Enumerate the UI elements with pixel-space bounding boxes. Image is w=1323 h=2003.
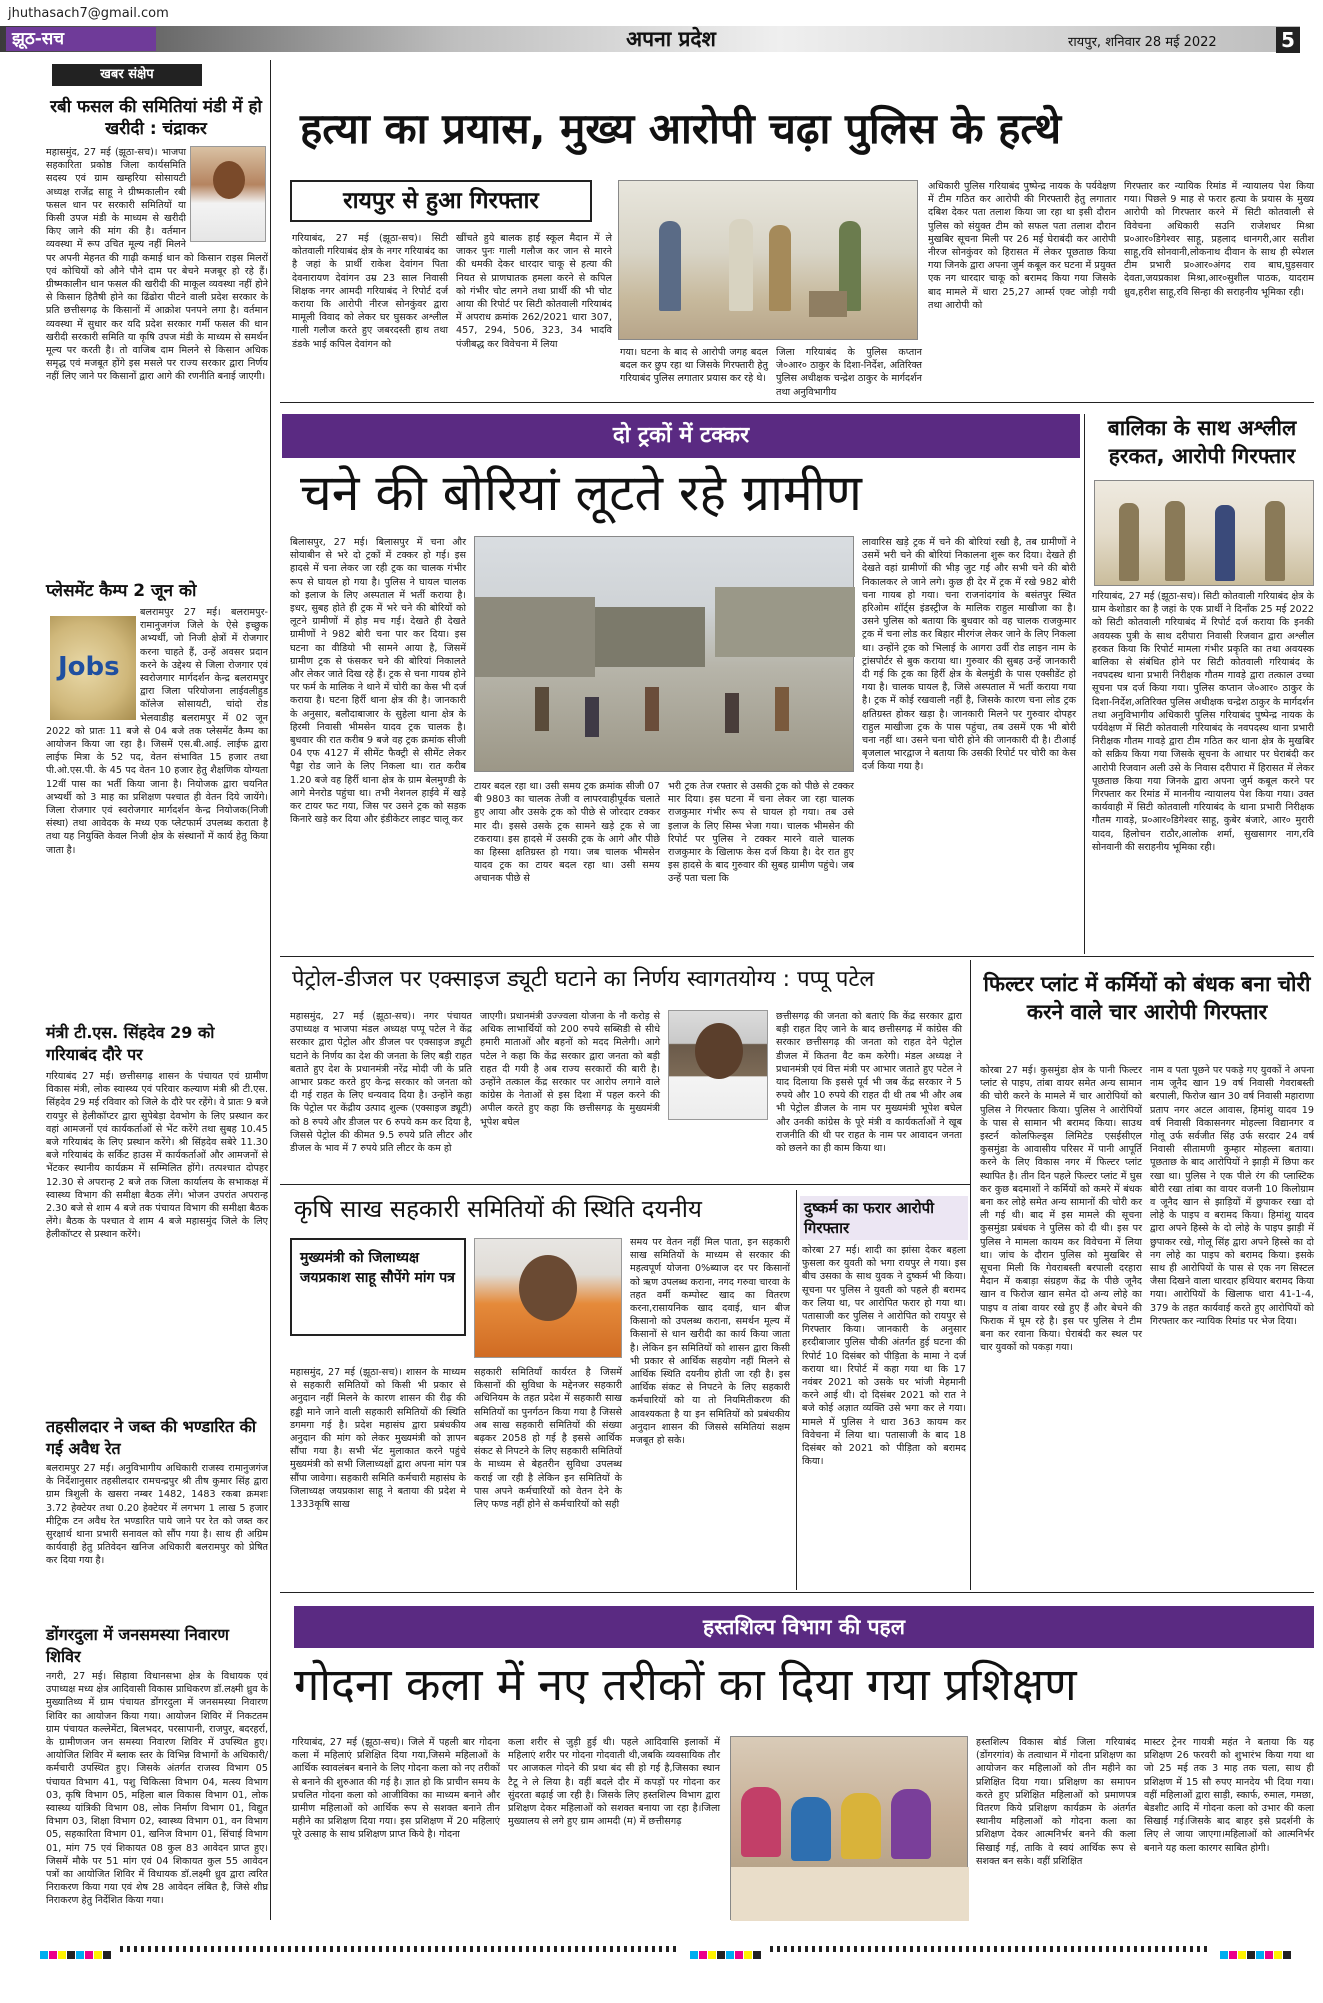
story8-col4: मास्टर ट्रेनर गायत्री महंत ने बताया कि यह प्रशिक्षण 26 फरवरी को शुभारंभ किया गया था जो 25 मई तक 3 माह तक चला, साथ ही प्रशिक्षण में 15 सौ रुपए मानदेय भी दिया गया।वहीं महिलाओं द्वारा साड़ी, स्कार्फ, रुमाल, गमछा, बेडशीट आदि में गोदना कला को उभार की कला सिखाई गई।जिसके बाद बाहर इसे प्रदर्शनी के लिए ले जाया जाएगा।महिलाओं को आत्मनिर्भर बनाने यह कला कारगर साबित होगी। [1144,1737,1314,1854]
brief-1-title: रबी फसल की समितियां मंडी में हो खरीदी : चंद्राकर [50,97,262,139]
story1-headline: हत्या का प्रयास, मुख्य आरोपी चढ़ा पुलिस के हत्थे [300,104,1062,153]
story8-strip: हस्तशिल्प विभाग की पहल [294,1606,1314,1648]
brief-3-text: गरियाबंद 27 मई। छत्तीसगढ़ शासन के पंचायत एवं ग्रामीण विकास मंत्री, लोक स्वास्थ्य एवं परिवार कल्याण मंत्री श्री टी.एस. सिंहदेव 29 मई रविवार को जिले के दौरे पर रहेंगे। वे प्रातः 9 बजे रायपुर से हेलीकॉप्टर द्वारा सुपेबेड़ा देवभोग के लिए प्रस्थान कर वहां आमजनों एवं कार्यकर्ताओं से भेंट करेंगे तथा सुबह 10.45 बजे गरियाबंद के लिए प्रस्थान करेंगे। श्री सिंहदेव सबेरे 11.30 बजे गरियाबंद के सर्किट हाउस में कार्यकर्ताओं और आमजनों से भेंटकर स्थानीय कार्यक्रम में सम्मिलित होंगे। तत्पश्चात दोपहर 12.30 से अपरान्ह 2 बजे तक जिला कार्यालय के सभाकक्ष में स्वास्थ्य विभाग की समीक्षा बैठक लेंगे। भोजन उपरांत अपरान्ह 2.30 बजे से शाम 4 बजे तक पंचायत विभाग की समीक्षा बैठक लेंगे। बैठक के पश्चात वे शाम 4 बजे महासमुंद जिले के लिए हेलीकॉप्टर से प्रस्थान करेंगे। [46,1071,268,1241]
story5-col2: नाम व पता पूछने पर पकड़े गए युवकों ने अपना नाम जूनैद खान 19 वर्ष निवासी गेवराबस्ती बरपाली, फिरोज खान 30 वर्ष निवासी महाराणा प्रताप नगर अटल आवास, हिमांशु यादव 19 वर्ष निवासी विकासनगर मोहल्ला विद्यानगर व गोलू उर्फ सर्वजीत सिंह उर्फ सरदार 24 वर्ष निवासी सीतामणी कुम्हार मोहल्ला बताया। पूछताछ के बाद आरोपियों ने झाड़ी में छिपा कर रखा था। पुलिस ने एक पीले रंग की प्लास्टिक बोरी रखा तांबा का वायर वजनी 10 किलोग्राम व जूनैद खान से झाड़ियों में छुपाकर रखा दो लोहे के पाइप व बरामद किया। हिमांशु यादव द्वारा अपने हिस्से के दो लोहे के पाइप झाड़ी में छुपाकर रखे, गोलू सिंह द्वारा अपने हिस्से का दो नग लोहे का पाइप को बरामद किया। इसके साथ ही आरोपियों के पास से एक नग सिस्टल जैसा दिखने वाला धारदार हथियार बरामद किया गया। आरोपियों के खिलाफ धारा 41-1-4, 379 के तहत कार्यवाई करते हुए आरोपियों को गिरफ्तार कर न्यायिक रिमांड पर भेज दिया। [1150,1065,1314,1327]
story7-headline: दुष्कर्म का फरार आरोपी गिरफ्तार [800,1196,968,1240]
story2-headline: चने की बोरियां लूटते रहे ग्रामीण [300,464,862,522]
brief-column-rule [270,60,271,1920]
story2-right-rule [1084,414,1085,954]
story6-boxed-title: मुख्यमंत्री को जिलाध्यक्ष जयप्रकाश साहू सौपेंगे मांग पत्र [290,1238,466,1336]
registration-marks-right [1220,1944,1292,1963]
page-date: रायपुर, शनिवार 28 मई 2022 [1068,35,1217,50]
email: jhuthasach7@gmail.com [8,6,169,21]
story8-photo [730,1736,968,1920]
brief-3-title: मंत्री टी.एस. सिंहदेव 29 को गरियाबंद दौरे पर [46,1023,215,1064]
jobs-image-text: Jobs [58,652,120,682]
story5-headline: फिल्टर प्लांट में कर्मियों को बंधक बना चोरी करने वाले चार आरोपी गिरफ्तार [983,972,1311,1024]
story8-col1: गरियाबंद, 27 मई (झूठा-सच)। जिले में पहली बार गोदना कला में महिलाएं प्रशिक्षित दिया गया,जिसमे महिलाओं के आर्थिक स्वावलंबन बनाने के लिए गोदना कला को नए तरीकों से बनाने की शुरुआत की गई है। ज्ञात हो कि प्राचीन समय के प्रचलित गोदना कला को आजीविका का माध्यम बनाने और ग्रामीण महिलाओं को आर्थिक रूप से सशक्त बनाने तीन महीने का प्रशिक्षण दिया गया। इस प्रशिक्षण में 20 महिलाएं पूरे उत्साह के साथ प्रशिक्षण प्राप्त किये है। गोदना [292,1737,500,1841]
brief-5-text: नगरी, 27 मई। सिहावा विधानसभा क्षेत्र के विधायक एवं उपाध्यक्ष मध्य क्षेत्र आदिवासी विकास प्राधिकरण डॉ.लक्ष्मी ध्रुव के मुख्यातिथ्य में ग्राम पंचायत डोंगरदुला में जनसमस्या निवारण शिविर का आयोजन किया गया। आयोजन शिविर में निकटतम ग्राम पंचायत कल्लेमेंटा, बिलभदर, परसापानी, राजपुर, बदरहर्रा, के ग्रामीणजन जन समस्या निवारण शिविर में उपस्थित हुए। आयोजित शिविर में ब्लाक स्तर के विभिन्न विभागों के अधिकारी/कर्मचारी उपस्थित हुए। जिसके अंतर्गत राजस्व विभाग 05 पंचायत विभाग 41, पशु चिकित्सा विभाग 04, मत्स्य विभाग 03, कृषि विभाग 05, महिला बाल विकास विभाग 01, लोक स्वास्थ्य यांत्रिकी विभाग 08, लोक निर्माण विभाग 01, विद्युत विभाग 03, शिक्षा विभाग 02, स्वास्थ्य विभाग 01, वन विभाग 05, सहकारिता विभाग 01, खनिज विभाग 01, सिंचाई विभाग 01, मांग 75 एवं शिकायत 08 कुल 83 आवेदन प्राप्त हुए। जिसमें मौके पर 51 मांग एवं 04 शिकायत कुल 55 आवेदन पत्रों का आयोजित शिविर में विधायक डॉ.लक्ष्मी ध्रुव द्वारा त्वरित निराकरण किया गया एवं शेष 28 आवेदन लंबित है, जिसे शीघ्र निराकरण हेतु निर्देशित किया गया। [46,1671,268,1907]
story4-photo [668,1010,768,1120]
story6-photo [474,1238,622,1358]
story3-headline: बालिका के साथ अश्लील हरकत, आरोपी गिरफ्तार [1107,416,1297,468]
brief-2-text: बलरामपुर 27 मई। बलरामपुर-रामानुजगंज जिले के ऐसे इच्छुक अभ्यर्थी, जो निजी क्षेत्रों में रोजगार करना चाहते हैं, उन्हें अवसर प्रदान करने के उद्देश्य से जिला रोजगार एवं स्वरोजगार मार्गदर्शन केन्द्र बलरामपुर द्वारा जिला परियोजना लाईवलीहुड कॉलेज सोसायटी, चांदो रोड भेलवाडीह बलरामपुर में 02 जून 2022 को प्रातः 11 बजे से 04 बजे तक प्लेसमेंट कैम्प का आयोजन किया जा रहा है। जिसमें एस.बी.आई. लाईफ द्वारा लाईफ मित्रा के 52 पद, वेतन संभावित 15 हजार तथा पी.ओ.एस.पी. के 45 पद वेतन 10 हजार हेतु शैक्षणिक योग्यता 12वीं पास का भर्ती किया जाना है। नियोजक द्वारा चयनित अभ्यर्थी को 3 माह का प्रशिक्षण पश्चात ही वेतन दिये जायेंगे। जिला रोजगार एवं स्वरोजगार मार्गदर्शन केन्द्र नियोजक(निजी संस्था) तथा आवेदक के मध्य एक प्लेटफार्म उपलब्ध कराता है तथा यह नियुक्ति केवल निजी क्षेत्र के संस्थानों में कार्य हेतु किया जाता है। [46,607,268,856]
mid-rule-1 [280,956,1314,957]
story1-col3: गया। घटना के बाद से आरोपी जगह बदल बदल कर छुप रहा था जिसके गिरफ्तारी हेतु गरियाबंद पुलिस लगातार प्रयास कर रहे थे। [620,347,768,385]
story6-col3: समय पर वेतन नहीं मिल पाता, इन सहकारी साख समितियों के माध्यम से सरकार की महत्वपूर्ण योजना 0%ब्याज दर पर किसानों को ऋण उपलब्ध कराना, नगद गरुवा चारवा के तहत वर्मी कम्पोस्ट खाद का वितरण करना,रासायनिक खाद दवाई, धान बीज किसानो को उपलब्ध कराना, समर्थन मूल्य में किसानों से धान खरीदी का कार्य किया जाता है। लेकिन इन समितियों को शासन द्वारा किसी भी प्रकार से आर्थिक सहयोग नहीं मिलने से आर्थिक स्थिति दयनीय होती जा रही है। इस आर्थिक संकट से निपटने के लिए सहकारी कर्मचारियों को या तो नियमितीकरण की आवश्यकता है या इन समितियों को प्रबंधकीय अनुदान शासन की जिससे समितियां सक्षम मजबूत हो सके। [630,1237,790,1447]
story1-col2: खींचते हुये बालक हाई स्कूल मैदान में ले जाकर पुनः गाली गलौज कर जान से मारने की धमकी देकर धारदार चाकू से हत्या की नियत से प्राणघातक हमला करने से कपिल को गंभीर चोट लगने तथा प्रार्थी की भी चोट आया की रिपोर्ट पर सिटी कोतवाली गरियाबंद में अपराध क्रमांक 262/2021 धारा 307, 457, 294, 506, 323, 34 भादवि पंजीबद्ध कर विवेचना में लिया [456,233,612,350]
story8-headline: गोदना कला में नए तरीकों का दिया गया प्रशिक्षण [294,1658,1077,1711]
brief-5-title: डोंगरदुला में जनसमस्या निवारण शिविर [46,1625,229,1666]
story2-col1: बिलासपुर, 27 मई। बिलासपुर में चना और सोयाबीन से भरे दो ट्रकों में टक्कर हो गई। इस हादसे में चना लेकर जा रही ट्रक का चालक गंभीर रूप से घायल हो गया है। पुलिस ने घायल चालक को इलाज के लिए अस्पताल में भर्ती कराया है। इधर, सुबह होते ही ट्रक में भरे चने की बोरियों को लूटने ग्रामीणों में होड़ मच गई। देखते ही देखते ग्रामीणों ने 982 बोरी चना पार कर दिया। इस घटना का वीडियो भी सामने आया है, जिसमें ग्रामीण ट्रक से फंसकर चने की बोरियां निकालते और लेकर जाते दिख रहे हैं। ट्रक से चना गायब होने पर फर्म के मालिक ने थाने में चोरी का केस भी दर्ज कराया है। घटना हिर्री थाना क्षेत्र की है। जानकारी के अनुसार, बलौदाबाजार के सुहेला थाना क्षेत्र के हिरमी निवासी भीमसेन यादव ट्रक चालक है। बुधवार की रात करीब 9 बजे वह ट्रक क्रमांक सीजी 04 एफ 4127 में सीमेंट फैक्ट्री से सीमेंट लेकर पैड्डा रोड जाने के लिए निकला था। रात करीब 1.20 बजे वह हिर्री थाना क्षेत्र के ग्राम बेलमुण्डी के आगे मेनरोड पहुंचा था। तभी नेशनल हाईवे में खड़े कर टायर फट गया, जिस पर उसने ट्रक को सड़क किनारे खड़े कर दिया और इंडीकेटर लाइट चालू कर [290,537,466,826]
story4-headline: पेट्रोल-डीजल पर एक्साइज ड्यूटी घटाने का निर्णय स्वागतयोग्य : पप्पू पटेल [292,967,875,992]
story1-col5: अधिकारी पुलिस गरियाबंद पुष्पेन्द्र नायक के पर्यवेक्षण में टीम गठित कर आरोपी की गिरफ्तारी हेतु लगातार दबिश देकर पता तलाश किया जा रहा था इसी दौरान पुलिस को संयुक्त टीम को सफल पता तलाश दौरान मुखबिर सूचना मिली पर 26 मई घेराबंदी कर आरोपी नीरज सोनकुंवर को हिरासत में लेकर पूछताछ किया गया जिनके द्वारा अपना जुर्म कबूल कर घटना में प्रयुक्त एक नग धारदार चाकू को बरामद किया गया जिसके बाद मामले में धारा 25,27 आर्म्स एक्ट जोड़ी गयी तथा आरोपी को [928,181,1116,311]
story1-col4: जिला गरियाबंद के पुलिस कप्तान जे०आर० ठाकुर के दिशा-निर्देश, अतिरिक्त पुलिस अधीक्षक चन्द्रेश ठाकुर के मार्गदर्शन तथा अनुविभागीय [776,347,922,398]
story4-bottom-rule [280,1184,970,1185]
brief-4-text: बलरामपुर 27 मई। अनुविभागीय अधिकारी राजस्व रामानुजगंज के निर्देशानुसार तहसीलदार रामचन्द्रपुर श्री तीष कुमार सिंह द्वारा ग्राम त्रिशुली के खसरा नम्बर 1482, 1483 रकबा क्रमशः 3.72 हेक्टेयर तथा 0.20 हेक्टेयर में लगभग 1 लाख 5 हजार मीट्रिक टन अवैध रेत भण्डारित पाये जाने पर रेत को जब्त कर सुरक्षार्थ थाना प्रभारी सनावल को सौंप गया है। साथ ही अग्रिम कार्यवाही हेतु प्रतिवेदन खनिज अधिकारी बलरामपुर को प्रेषित कर दिया गया है। [46,1463,268,1567]
story4-col2: जाएगी। प्रधानमंत्री उज्ज्वला योजना के नौ करोड़ से अधिक लाभार्थियों को 200 रुपये सब्सिडी से सीधे हमारी माताओं और बहनों को मदद मिलेगी। आगे पटेल ने कहा कि केंद्र सरकार द्वारा जनता को बड़ी राहत दी गयी है अब राज्य सरकारों की बारी है। उन्होंने तत्काल केंद्र सरकार पर आरोप लगाने वाले कांग्रेस के नेताओं से इस दिशा में पहल करने की अपील करते हुए कहा कि छत्तीसगढ़ के मुख्यमंत्री भूपेश बघेल [480,1011,660,1128]
story6-col2: सहकारी समितियाँ कार्यरत है जिसमें किसानों की सुविधा के मद्देनजर सहकारी अधिनियम के तहत प्रदेश में सहकारी साख समितियों का पुनर्गठन किया गया है जिससे अब साख सहकारी समितियों की संख्या बढ़कर 2058 हो गई है इससे आर्थिक संकट से निपटने के लिए सहकारी समितियों के माध्यम से बेहतरीन सुविधा उपलब्ध कराई जा रही है लेकिन इन समितियों के पास अपने कर्मचारियों को वेतन देने के लिए फण्ड नहीं होने से कर्मचारियों को सही [474,1367,622,1511]
story8-col2: कला शरीर से जुड़ी हुई थी। पहले आदिवासि इलाकों में महिलाएं शरीर पर गोदना गोदवाती थी,जबकि व्यवसायिक तौर पर आजकल गोदने की प्रथा बंद सी हो गई है,जिसका स्थान टैटू ने ले लिया है। वहीं बदले दौर में कपड़ों पर गोदना कर सुंदरता बढ़ाई जा रही है। जिसके लिए हस्तशिल्प विभाग द्वारा प्रशिक्षण देकर महिलाओं को सशक्त बनाया जा रहा है।जिला मुख्यालय से लगे हुए ग्राम आमदी (म) में छत्तीसगढ़ [508,1737,720,1828]
story2-col2: टायर बदल रहा था। उसी समय ट्रक क्रमांक सीजी 07 बी 9803 का चालक तेजी व लापरवाहीपूर्वक चलाते हुए आया और उसके ट्रक को पीछे से जोरदार टक्कर मार दी। इससे उसके ट्रक सामने खड़े ट्रक से जा टकराया। इस हादसे में उसकी ट्रक के आगे और पीछे का हिस्सा क्षतिग्रस्त हो गया। जब चालक भीमसेन यादव ट्रक का टायर बदल रहा था। उसी समय अचानक पीछे से [474,781,660,885]
story1-col1: गरियाबंद, 27 मई (झूठा-सच)। सिटी कोतवाली गरियाबंद क्षेत्र के नगर गरियाबंद का है जहां के प्रार्थी राकेश देवांगन पिता देवनारायण देवांगन उम्र 23 साल निवासी शिक्षक नगर आमदी गरियाबंद ने रिपोर्ट दर्ज कराया कि आरोपी नीरज सोनकुंवर द्वारा मामूली विवाद को लेकर घर घुसकर अश्लील गाली गलौज करते हुए जबरदस्ती हाथ तथा डंडके भाई कपिल देवांगन को [292,233,448,350]
story4-right-rule [970,960,971,1590]
story1-subhead: रायपुर से हुआ गिरफ्तार [290,180,592,222]
story3-text: गरियाबंद, 27 मई (झूठा-सच)। सिटी कोतवाली गरियाबंद क्षेत्र के ग्राम केशोडार का है जहां के एक प्रार्थी ने दिनाँक 25 मई 2022 को सिटी कोतवाली गरियाबंद में रिपोर्ट दर्ज कराया कि इनकी अवयस्क पुत्री के साथ दरीपारा निवासी रिजवान द्वारा अश्लील हरकत किया कि रिपोर्ट मामला गंभीर प्रकृति का तथा अवयस्क बालिका से संबंधित होने पर सिटी कोतवाली गरियाबंद के नवपदस्थ थाना प्रभारी निरीक्षक गौतम गावड़े द्वारा तत्काल उच्चा सूचना पत्र दर्ज किया गया। पुलिस कप्तान जे०आर० ठाकुर के दिशा-निर्देश,अतिरिक्त पुलिस अधीक्षक चन्द्रेश ठाकुर के मार्गदर्शन तथा अनुविभागीय अधिकारी पुलिस गरियाबंद पुष्पेन्द्र नायक के पर्यवेक्षण में सिटी कोतवाली गरियाबंद के नवपदस्थ थाना प्रभारी निरीक्षक गौतम गावड़े द्वारा टीम गठित कर थाना क्षेत्र के मुखबिर को सक्रिय किया गया जिसके सूचना के आधार पर घेराबंदी कर आरोपी रिजवान अली उसे के निवास दरीपारा में हिरासत में लेकर पूछताछ किया गया जिनके द्वारा अपना जुर्म कबूल करने पर गिरफ्तार कर रिमांड में माननीय न्यायालय पेश किया गया। उक्त कार्यवाही में सिटी कोतवाली गरियाबंद के थाना प्रभारी निरीक्षक गौतम गावड़े, प्र०आर०डिगेश्वर साहू, कुबेर बंजारे, आर० मुरारी यादव, हिलोचन राठौर,आलोक शर्मा, सुखसागर नाग,रवि सोनवानी की सराहनीय भूमिका रही। [1092,591,1314,853]
mid-rule-2 [280,1592,1314,1593]
brief-label: खबर संक्षेप [52,64,202,86]
story4-col1: महासमुंद, 27 मई (झूठा-सच)। नगर पंचायत उपाध्यक्ष व भाजपा मंडल अध्यक्ष पप्पू पटेल ने केंद्र सरकार द्वारा पेट्रोल और डीजल पर एक्साइज ड्यूटी घटाने के निर्णय का देश की जनता के लिए बड़ी राहत बताते हुए देश के प्रधानमंत्री नरेंद्र मोदी जी के प्रति आभार प्रकट करते हुए केन्द्र सरकार को जनता को दी गई राहत के लिए धन्यवाद दिया है। उन्होंने कहा कि पेट्रोल पर केंद्रीय उत्पाद शुल्क (एक्साइज ड्यूटी) को 8 रुपये और डीजल पर 6 रुपये कम कर दिया है, जिससे पेट्रोल की कीमत 9.5 रुपये प्रति लीटर और डीजल के भाव में 7 रुपये प्रति लीटर के कम हो [290,1011,472,1155]
registration-marks-center [690,1944,762,1963]
story2-photo [474,536,854,772]
story1-col6: गिरफ्तार कर न्यायिक रिमांड में न्यायालय पेश किया गया। पिछले 9 माह से फरार हत्या के प्रयास के मुख्य आरोपी को गिरफ्तार करने में सिटी कोतवाली से विवेचना अधिकारी सउनि राजेशधर मिश्रा प्र०आर०डिगेश्वर साहू, प्रहलाद धानगरी,आर सतीश साहू,रवि सोनवानी,लोकनाथ दीवान के साथ ही स्पेशल टीम प्रभारी प्र०आर०अंगद राव बाघ,घुड़सवार देवता,जयप्रकाश मिश्रा,आर०सुशील पाठक, यादराम ध्रुव,हरीश साहू,रवि सिन्हा की सराहनीय भूमिका रही। [1124,181,1314,298]
footer-dot-rule [120,1946,680,1952]
brief-4-title: तहसीलदार ने जब्त की भण्डारित की गई अवैध रेत [46,1417,257,1458]
story2-col3: भरी ट्रक तेज रफ्तार से उसकी ट्रक को पीछे से टक्कर मार दिया। इस घटना में चना लेकर जा रहा चालक राजकुमार गंभीर रूप से घायल हो गया। तब उसे इलाज के लिए सिम्स भेजा गया। चालक भीमसेन की रिपोर्ट पर पुलिस ने टक्कर मारने वाले चालक राजकुमार के खिलाफ केस दर्ज किया है। देर रात हुए इस हादसे के बाद गुरुवार की सुबह ग्रामीण पहुंचे। जब उन्हें पता चला कि [668,781,854,885]
page-number: 5 [1276,27,1300,53]
story1-photo [618,180,918,340]
story6-headline: कृषि साख सहकारी समितियों की स्थिति दयनीय [294,1195,702,1223]
paper-name: झूठ-सच [6,27,156,51]
story2-col4: लावारिस खड़े ट्रक में चने की बोरियां रखी है, तब ग्रामीणों ने उसमें भरी चने की बोरियां निकालना शुरू कर दिया। देखते ही देखते वहां ग्रामीणों की भीड़ जुट गई और सभी चने की बोरी निकालकर ले जाने लगे। कुछ ही देर में ट्रक में रखे 982 बोरी चना गायब हो गया। चना राजनांदगांव के बसंतपुर स्थित हरिओम शॉर्ट्स इंडस्ट्रीज के मालिक राहुल माखीजा का है। उसने पुलिस को बताया कि बुधवार को वह चालक राजकुमार ट्रक में चना लोड कर बिहार मीरगंज लेकर जाने के लिए निकला था। उन्होंने ट्रक को भिलाई के आगरा उर्वी रोड लाइन नाम के ट्रांसपोर्टर से बुक कराया था। गुरुवार की सुबह उन्हें जानकारी दी गई कि ट्रक का हिर्री क्षेत्र के बेलमुंडी के पास एक्सीडेंट हो गया है। चालक घायल है, जिसे अस्पताल में भर्ती कराया गया है। ट्रक में कोई रखवाली नहीं है, जिसके कारण चना लोड ट्रक क्षतिग्रस्त होकर खड़ा है। जानकारी मिलने पर गुरुवार दोपहर राहुल माखीजा ट्रक के पास पहुंचा, तब उसमें एक भी बोरी चना नहीं था। उसने चना चोरी होने की जानकारी दी है। टीआई बृजलाल भारद्वाज ने बताया कि उसकी रिपोर्ट पर चोरी का केस दर्ज किया गया है। [862,537,1076,773]
story1-bottom-rule [280,402,1314,403]
section-name: अपना प्रदेश [626,27,716,51]
registration-marks-left [40,1944,112,1963]
brief-1-text: महासमुंद, 27 मई (झूठा-सच)। भाजपा सहकारिता प्रकोष्ठ जिला कार्यसमिति सदस्य एवं ग्राम खम्हरिया सोसायटी अध्यक्ष राजेंद्र साहू ने ग्रीष्मकालीन रबी फसल धान पर सरकारी समितियों या किसी उपज मंडी के माध्यम से खरीदी किए जाने की मांग की है। वर्तमान व्यवस्था में रूप उचित मूल्य नहीं मिलने पर अपनी मेहनत की गाढ़ी कमाई धान को किसान राइस मिलरों एवं कोचियों को औने पौने दाम पर बेचने मजबूर हो रहे हैं। ग्रीष्मकालीन धान फसल की खरीदी की माकूल व्यवस्था नहीं होने से किसान हितैषी होने का ढिंढोरा पीटने वाली प्रदेश सरकार के प्रति छत्तीसगढ़ के किसानों में आक्रोश पनपने लगा है। वर्तमान व्यवस्था में सुधार कर यदि प्रदेश सरकार गर्मी फसल की धान खरीदी सरकारी समिति या कृषि उपज मंडी के माध्यम से समर्थन मूल्य पर करती है। तो वाजिब दाम मिलने से किसान अधिक समृद्ध एवं मजबूत होंगे इस मसले पर राज्य सरकार द्वारा निर्णय नहीं लिए जाने पर किसानों द्वारा आगे की रणनीति बनाई जाएगी। [46,147,268,383]
footer-dot-rule-right [770,1946,1210,1952]
story8-col3: हस्तशिल्प विकास बोर्ड जिला गरियाबंद (डोंगरगांव) के तत्वाधान में गोदना प्रशिक्षण का आयोजन कर महिलाओं को तीन महीने का प्रशिक्षित दिया गया। प्रशिक्षण का समापन करते हुए प्रशिक्षित महिलाओं को प्रमाणपत्र वितरण किये प्रशिक्षण कार्यक्रम के अंतर्गत स्थानीय महिलाओं को गोदना कला का प्रशिक्षण देकर आत्मनिर्भर बनने की कला सिखाई गई, ताकि वे स्वयं आर्थिक रूप से सशक्त बन सके। वहीं प्रशिक्षित [976,1737,1136,1867]
story6-col1: महासमुंद, 27 मई (झूठा-सच)। शासन के माध्यम से सहकारी समितियों को किसी भी प्रकार से अनुदान नहीं मिलने के कारण शासन की रीढ़ की हड्डी माने जाने वाली सहकारी समितियों की स्थिति डगमगा गई है। प्रदेश महासंघ द्वारा प्रबंधकीय अनुदान की मांग को लेकर मुख्यमंत्री को ज्ञापन सौंपा गया है। सभी भेंट मुलाकात करने पहुंचे मुख्यमंत्री को सभी जिलाध्यक्षों द्वारा अपना मांग पत्र सौंपा जावेगा। सहकारी समिति कर्मचारी महासंघ के जिलाध्यक्ष जयप्रकाश साहू ने बताया की प्रदेश मे 1333कृषि साख [290,1367,466,1511]
story4-col3: छत्तीसगढ़ की जनता को बताएं कि केंद्र सरकार द्वारा बड़ी राहत दिए जाने के बाद छत्तीसगढ़ में कांग्रेस की सरकार छत्तीसगढ़ की जनता को राहत देने पेट्रोल डीजल में कितना वैट कम करेगी। मंडल अध्यक्ष ने प्रधानमंत्री एवं वित्त मंत्री पर आभार जताते हुए पटेल ने याद दिलाया कि इससे पूर्व भी जब केंद्र सरकार ने 5 रुपये और 10 रुपये की राहत दी थी तब भी और अब भी पेट्रोल डीजल के नाम पर मुख्यमंत्री भूपेश बघेल और उनकी कांग्रेस के पूरे मंत्री व कार्यकर्ताओं ने खूब राजनीति की थी पर राहत के नाम पर आवादन जनता को छलने का ही काम किया था। [776,1011,962,1155]
story7-text: कोरबा 27 मई। शादी का झांसा देकर बहला फुसला कर युवती को भगा रायपुर ले गया। इस बीच उसका के साथ युवक ने दुष्कर्म भी किया। सूचना पर पुलिस ने युवती को पहले ही बरामद कर लिया था, पर आरोपित फरार हो गया था। पतासाजी कर पुलिस ने आरोपित को रायपुर से गिरफ्तार किया। जानकारी के अनुसार हरदीबाजार पुलिस चौकी अंतर्गत हुई घटना की रिपोर्ट 10 दिसंबर को पीड़िता के मामा ने दर्ज कराया था। रिपोर्ट में कहा गया था कि 17 नवंबर 2021 को उसके घर भांजी मेहमानी करने आई थी। दो दिसंबर 2021 को रात ने बजे कोई अज्ञात व्यक्ति उसे भगा कर ले गया। मामले में पुलिस ने धारा 363 कायम कर विवेचना में लिया था। पतासाजी के बाद 18 दिसंबर को 2021 को पीड़िता को बरामद किया। [802,1245,966,1468]
story3-photo [1094,480,1314,586]
brief-2-title: प्लेसमेंट कैम्प 2 जून को [46,581,197,601]
story5-col1: कोरबा 27 मई। कुसमुंडा क्षेत्र के पानी फिल्टर प्लांट से पाइप, तांबा वायर समेत अन्य सामान की चोरी करने के मामले में चार आरोपियों को पुलिस ने गिरफ्तार किया। पुलिस ने आरोपियों के पास से सामान भी बरामद किया। साउथ इस्टर्न कोलफिल्ड्स लिमिटेड एसईसीएल कुसमुंडा के आवासीय परिसर में पानी आपूर्ति करने के लिए विकास नगर में फिल्टर प्लांट स्थापित है। तीन दिन पहले फिल्टर प्लांट में घुस कर कुछ बदमाशों ने कर्मियों को कमरे में बंधक बना कर लोहे समेत अन्य सामानों की चोरी कर ली गई थी। बाद में इस मामले की सूचना कुसमुंडा प्रबंधक ने पुलिस को दी थी। इस पर पुलिस ने मामला कायम कर विवेचना में लिया था। जांच के दौरान पुलिस को मुखबिर से सूचना मिली कि गेवराबस्ती बरपाली दरहारा मैदान में कबाड़ा संग्रहण केंद्र के पीछे जूनैद खान व फिरोज खान समेत दो अन्य लोहे का पाइप व तांबा वायर रखे हुए हैं और बेचने की फिराक में घूम रहे है। इस पर पुलिस ने टीम बना कर रवाना किया। घेराबंदी कर स्थल पर चार युवकों को पकड़ा गया। [980,1065,1142,1354]
story6-right-rule [796,1190,797,1590]
story2-strip: दो ट्रकों में टक्कर [282,414,1080,458]
